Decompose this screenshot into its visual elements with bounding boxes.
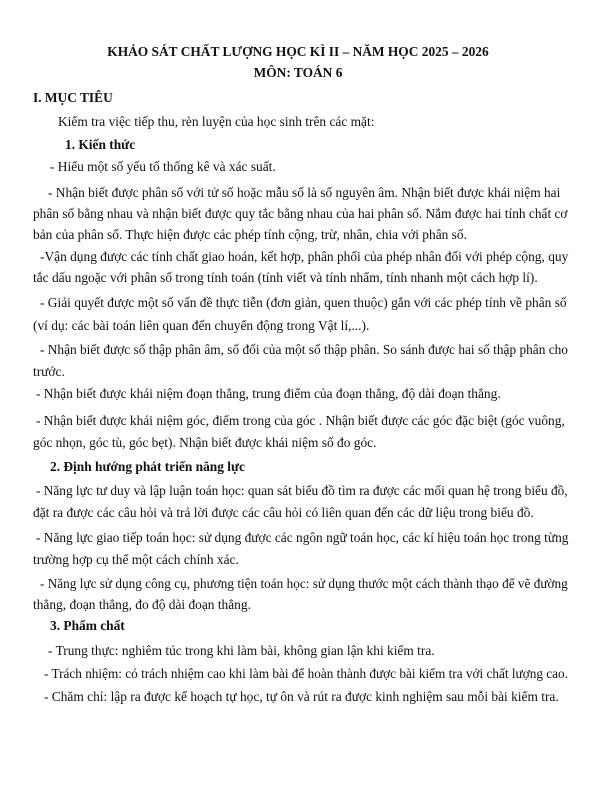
knowledge-line: - Nhận biết được số thập phân âm, số đối của một số thập phân. So sánh được hai số thập phân cho [40, 342, 568, 357]
knowledge-line: - Nhận biết được khái niệm đoạn thẳng, trung điểm của đoạn thẳng, độ dài đoạn thẳng. [36, 386, 501, 401]
document-subject: MÔN: TOÁN 6 [253, 65, 343, 80]
competency-line: - Năng lực sử dụng công cụ, phương tiện toán học: sử dụng thước một cách thành thạo để vẽ đường [40, 576, 568, 591]
knowledge-line: -Vận dụng được các tính chất giao hoán, kết hợp, phân phối của phép nhân đối với phép cộng, quy [40, 249, 569, 264]
knowledge-line: trước. [33, 364, 65, 379]
subheading-qualities: 3. Phẩm chất [50, 618, 125, 633]
intro-paragraph: Kiểm tra việc tiếp thu, rèn luyện của học sinh trên các mặt: [58, 114, 375, 129]
competency-line: đặt ra được các câu hỏi và trả lời được các câu hỏi có liên quan đến các dữ liệu trong biểu đồ. [33, 505, 534, 520]
subheading-knowledge: 1. Kiến thức [65, 137, 136, 152]
subheading-competency: 2. Định hướng phát triển năng lực [50, 459, 246, 474]
qualities-line: - Trách nhiệm: có trách nhiệm cao khi làm bài để hoàn thành được bài kiểm tra với chất lượng cao. [44, 666, 568, 681]
knowledge-line: - Nhận biết được phân số với tử số hoặc mẫu số là số nguyên âm. Nhận biết được khái niệm hai [48, 185, 561, 200]
knowledge-line: tắc dấu ngoặc với phân số trong tính toán (tính viết và tính nhẩm, tính nhanh một cách hợp lí). [33, 270, 538, 285]
competency-line: - Năng lực giao tiếp toán học: sử dụng được các ngôn ngữ toán học, các kí hiệu toán học trong từng [36, 530, 569, 545]
knowledge-line: - Giải quyết được một số vấn đề thực tiễn (đơn giản, quen thuộc) gắn với các phép tính về phân số [40, 295, 567, 310]
competency-line: thẳng, đoạn thẳng, đo độ dài đoạn thẳng. [33, 597, 251, 612]
competency-line: trường hợp cụ thể một cách chính xác. [33, 552, 239, 567]
document-title: KHẢO SÁT CHẤT LƯỢNG HỌC KÌ II – NĂM HỌC 2025 – 2026 [107, 44, 489, 59]
knowledge-line: góc nhọn, góc tù, góc bẹt). Nhận biết được khái niệm số đo góc. [33, 435, 377, 450]
qualities-line: - Trung thực: nghiêm túc trong khi làm bài, không gian lận khi kiểm tra. [48, 643, 435, 658]
competency-line: - Năng lực tư duy và lập luận toán học: quan sát biểu đồ tìm ra được các mối quan hệ trong biểu đồ, [36, 483, 568, 498]
section-heading-objectives: I. MỤC TIÊU [33, 90, 113, 105]
qualities-line: - Chăm chỉ: lập ra được kế hoạch tự học, tự ôn và rút ra được kinh nghiệm sau mỗi bài kiểm tra. [44, 689, 559, 704]
knowledge-line: phân số bằng nhau và nhận biết được quy tắc bằng nhau của hai phân số. Nắm được hai tính chất cơ [33, 206, 568, 221]
knowledge-line: bản của phân số. Thực hiện được các phép tính cộng, trừ, nhân, chia với phân số. [33, 227, 467, 242]
knowledge-line: - Nhận biết được khái niệm góc, điểm trong của góc . Nhận biết được các góc đặc biệt (góc vuông, [36, 413, 565, 428]
knowledge-line: (ví dụ: các bài toán liên quan đến chuyển động trong Vật lí,...). [33, 318, 370, 333]
knowledge-line: - Hiểu một số yếu tố thống kê và xác suất. [50, 159, 276, 174]
